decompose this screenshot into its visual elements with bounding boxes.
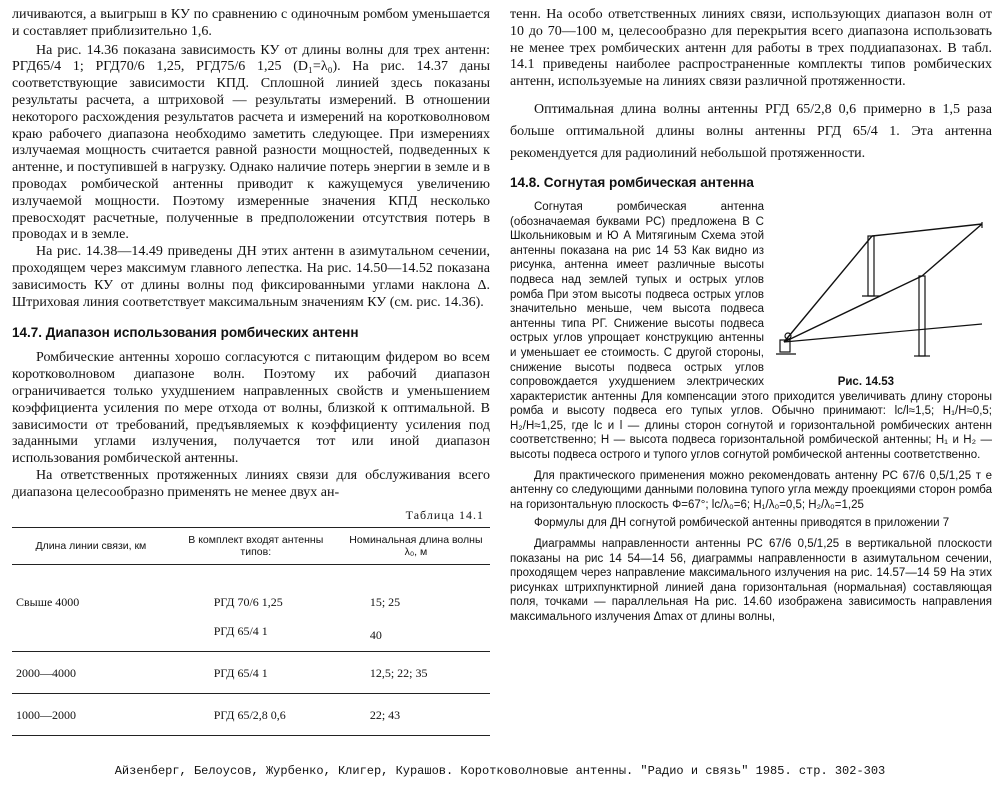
table-header-length: Длина линии связи, км (12, 527, 170, 564)
wavelength-value: 22; 43 (369, 707, 401, 722)
antenna-type (214, 666, 338, 681)
right-paragraph-1: тенн. На особо ответственных линиях связи, использующих диапазон волн от 10 до 70—100 м, целесообразно для перекрытия всего диапазона использовать не менее трех ромбических антенн для работы в трех поддиапазонах. В табл. 14.1 приведены наиболее распространенные комплекты типов ромбических антенн, используемые на линиях связи различной протяженности. (510, 7, 992, 90)
right-paragraph-4: Для практического применения можно рекомендовать антенну РС 67/6 0,5/1,25 т е антенну со следующими данными половина тупого угла между проекциями сторон ромба на горизонтальную плоскость Φ=67°; lс/λ₀=6; H₁/λ₀=0,5; H₂/λ₀=1,25 (510, 469, 992, 511)
right-paragraph-6: Диаграммы направленности антенны РС 67/6 0,5/1,25 в вертикальной плоскости показаны на рис 14 54—14 56, диаграммы направленности в азимутальном сечении, проходящем через направление максимального излучения на рис. 14.57—14 59 На этих рисунках штрихпунктирной линией дана горизонтальная (нормальная) составляющая поля, точками — параллельная На рис. 14.60 изображена зависимость направления максимального излучения Δmax от длины волны, (510, 538, 992, 624)
left-paragraph-5: На ответственных протяженных линиях связи для обслуживания всего диапазона целесообразно применять не менее двух ан- (12, 467, 490, 500)
cell-antennas (170, 651, 342, 693)
figure-caption: Рис. 14.53 (837, 375, 894, 388)
section-heading-14-7: 14.7. Диапазон использования ромбических антенн (12, 325, 359, 341)
antenna-type-text: РГД 65/2,8 0,6 (213, 707, 286, 722)
table-header-antennas: В комплект входят антенны типов: (170, 527, 342, 564)
right-paragraph-3: Согнутая ромбическая антенна (обозначаемая буквами РС) предложена В С Школьниковым и Ю А Митягиным Схема этой антенны показана на рис 14 53 Как видно из рисунка, антенна имеет различные высоты подвеса над землей тупых и острых углов ромба При этом высоты подвеса острых углов значительно меньше, чем высота подвеса антенны типа РГ. Снижение высоты подвеса острых углов упрощает конструкцию антенны и уменьшает ее стоимость. С другой стороны, снижение высоты подвеса острых углов сопровождается ухудшением электрических характеристик антенны Для компенсации этого приходится увеличивать длину стороны ромба и высоту подвеса его тупых углов. Обычно принимают: lс/l≈1,5; H₁/H≈0,5; H₂/H≈1,25, где lс и l — длины сторон согнутой и горизонтальной ромбических антенн соответственно; H — высота подвеса горизонтальной ромбической антенны; H₁ и H₂ — высоты подвеса острого и тупого углов согнутой ромбической антенны соответственно. (510, 200, 992, 462)
antenna-type-text: РГД 70/6 1,25 (213, 594, 283, 609)
antenna-type-text: РГД 65/4 1 (213, 665, 268, 680)
left-paragraph-3: На рис. 14.38—14.49 приведены ДН этих антенн в азимутальном сечении, проходящем через максимум главного лепестка. На рис. 14.50—14.52 показана зависимость КУ от длины волны под фиксированными углами наклона Δ. Штриховая линия соответствует максимальным значениям КУ (см. рис. 14.36). (12, 244, 490, 310)
right-paragraph-2: Оптимальная длина волны антенны РГД 65/2,8 0,6 примерно в 1,5 раза больше оптимальной длины волны антенны РГД 65/4 1. Эта антенна рекомендуется для радиолиний небольшой протяженности. (510, 101, 992, 161)
table-caption: Таблица 14.1 (405, 507, 484, 522)
cell-wavelength (342, 693, 490, 735)
antenna-table (12, 527, 490, 736)
wavelength-value: 12,5; 22; 35 (369, 665, 428, 680)
wavelength-value: 40 (369, 627, 382, 642)
cell-wavelength (342, 564, 490, 651)
table-header-wavelength: Номинальная длина волны λ₀, м (342, 527, 490, 564)
cell-length: 2000—4000 (12, 651, 170, 693)
cell-antennas (170, 693, 342, 735)
cell-length: 1000—2000 (12, 693, 170, 735)
source-footer: Айзенберг, Белоусов, Журбенко, Клигер, Курашов. Коротковолновые антенны. "Радио и связь" 1985. стр. 302-303 (114, 764, 886, 778)
antenna-type-text: РГД 65/4 1 (213, 623, 268, 638)
cell-wavelength (342, 651, 490, 693)
wavelength-value: 15; 25 (369, 594, 401, 609)
table-row (12, 564, 490, 651)
cell-antennas (170, 564, 342, 651)
left-paragraph-2: На рис. 14.36 показана зависимость КУ от длины волны для трех антенн: РГД65/4 1; РГД70/6 1,25, РГД75/6 1,25 (D₁=λ₀). На рис. 14.37 даны соответствующие зависимости КПД. Сплошной линией здесь показаны результаты расчета, а штриховой — результаты измерений. В отношении некоторого расхождения результатов расчета и измерений на коротковолновом краю рабочего диапазона необходимо заметить следующее. При измерениях излучаемая мощность считается равной разности мощностей, подведенных к антенне, и поступившей в нагрузку. Однако наличие потерь энергии в земле и в проводах ромбической антенны приводит к кажущемуся увеличению излучаемой мощности. Поэтому измеренные значения КПД несколько превосходят расчетные, полученные в предположении отсутствия потерь в проводах и в земле. (12, 42, 490, 243)
left-page (12, 0, 490, 736)
antenna-type (214, 708, 338, 723)
left-paragraph-1: личиваются, а выигрыш в КУ по сравнению с одиночным ромбом уменьшается и составляет приблизительно 1,6. (12, 7, 490, 39)
table-row (12, 651, 490, 693)
figure-wrap (510, 200, 992, 463)
cell-length: Свыше 4000 (12, 564, 170, 651)
right-page (510, 0, 992, 625)
section-heading-14-8: 14.8. Согнутая ромбическая антенна (510, 174, 754, 190)
table-row (12, 693, 490, 735)
antenna-type (214, 595, 338, 610)
left-paragraph-4: Ромбические антенны хорошо согласуются с питающим фидером во всем коротковолновом диапазоне волн. Поэтому их рабочий диапазон ограничивается только ухудшением направленных свойств и уменьшением коэффициента усиления по мере отхода от волны, близкой к оптимальной. В зависимости от требований, предъявляемых к коэффициенту усиления под заданными углами излучения, получается тот или иной диапазон использования ромбической антенны. (12, 350, 490, 467)
right-paragraph-5: Формулы для ДН согнутой ромбической антенны приводятся в приложении 7 (534, 517, 950, 530)
bent-rhombic-antenna-figure (772, 204, 992, 374)
antenna-type (214, 624, 338, 639)
